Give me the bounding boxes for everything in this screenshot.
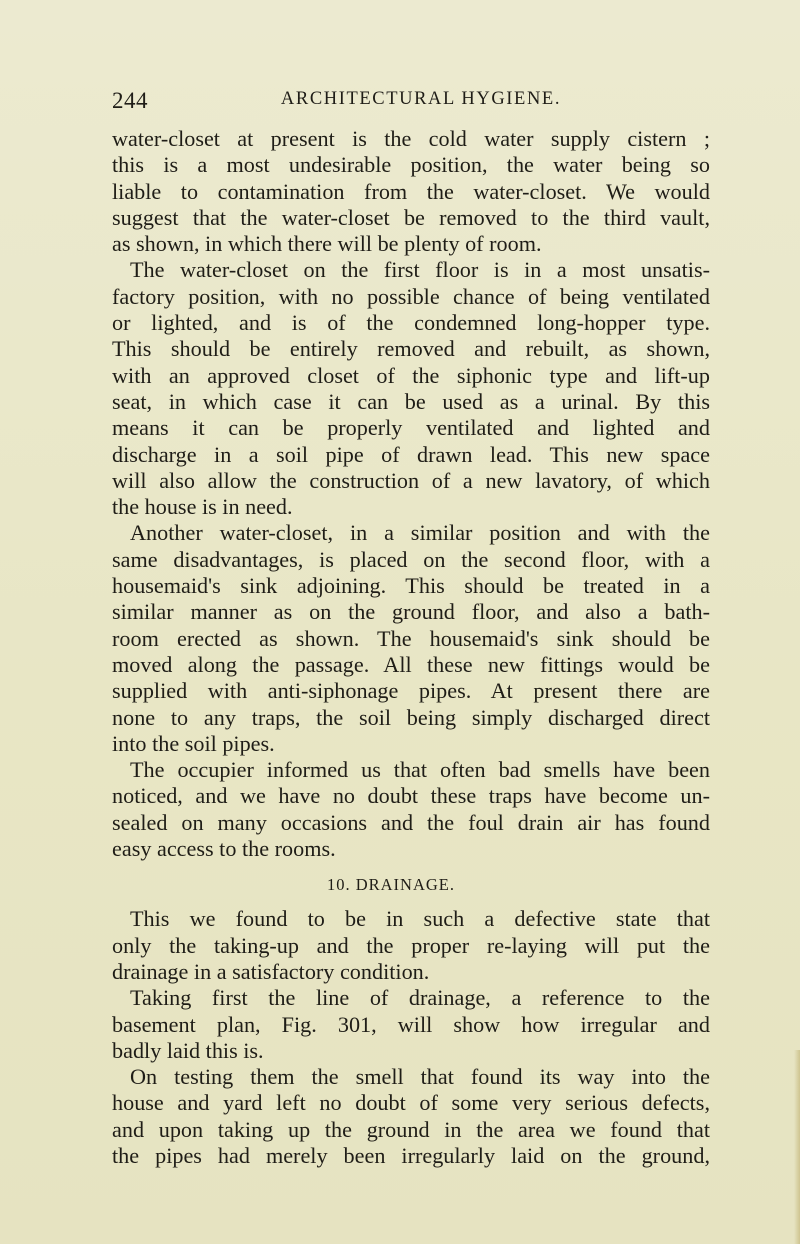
page-number: 244 [112,88,148,113]
text-line: the pipes had merely been irregularly laid on the ground, [112,1142,710,1168]
text-line: badly laid this is. [112,1037,264,1063]
text-line: or lighted, and is of the condemned long-hopper type. [112,310,710,336]
text-line: will also allow the construction of a new lavatory, of which [112,467,710,493]
text-line: The water-closet on the first floor is in a most unsatis- [130,257,710,283]
text-line: noticed, and we have no doubt these traps have become un- [112,783,710,809]
text-line: this is a most undesirable position, the water being so [112,152,710,178]
running-head: ARCHITECTURAL HYGIENE. [280,89,562,109]
text-line: drainage in a satisfactory condition. [112,958,430,984]
text-line: Taking first the line of drainage, a reference to the [130,985,710,1011]
text-line: and upon taking up the ground in the area we found that [112,1116,710,1142]
text-line: room erected as shown. The housemaid's sink should be [112,625,710,651]
text-line: supplied with anti-siphonage pipes. At present there are [112,678,710,704]
text-line: housemaid's sink adjoining. This should be treated in a [112,573,710,599]
text-line: Another water-closet, in a similar position and with the [130,520,710,546]
text-line: The occupier informed us that often bad smells have been [130,757,710,783]
text-line: On testing them the smell that found its way into the [130,1064,710,1090]
text-line: easy access to the rooms. [112,836,336,862]
page-header [112,88,712,114]
text-line: seat, in which case it can be used as a urinal. By this [112,388,710,414]
text-line: moved along the passage. All these new fittings would be [112,651,710,677]
text-line: water-closet at present is the cold water supply cistern ; [112,126,710,151]
text-line: none to any traps, the soil being simply discharged direct [112,704,710,730]
text-line: This we found to be in such a defective state that [130,906,710,932]
text-line: factory position, with no possible chance of being ventilated [112,283,710,309]
text-line: into the soil pipes. [112,730,275,756]
text-line: house and yard left no doubt of some very serious defects, [112,1090,710,1116]
text-line: suggest that the water-closet be removed to the third vault, [112,204,710,230]
text-block-before-heading [112,126,710,862]
text-line: the house is in need. [112,494,293,520]
text-block-after-heading [112,906,710,1169]
page-edge-shadow [794,1050,800,1244]
text-line: similar manner as on the ground floor, and also a bath- [112,599,710,625]
text-line: with an approved closet of the siphonic type and lift-up [112,362,710,388]
text-line: sealed on many occasions and the foul drain air has found [112,809,710,835]
text-line: discharge in a soil pipe of drawn lead. This new space [112,441,710,467]
text-line: same disadvantages, is placed on the second floor, with a [112,546,710,572]
body-text [112,126,710,1169]
section-heading: 10. DRAINAGE. [326,875,456,895]
text-line: means it can be properly ventilated and lighted and [112,415,710,441]
text-line: only the taking-up and the proper re-laying will put the [112,932,710,958]
text-line: This should be entirely removed and rebuilt, as shown, [112,336,710,362]
text-line: as shown, in which there will be plenty of room. [112,231,542,257]
text-line: basement plan, Fig. 301, will show how irregular and [112,1011,710,1037]
text-line: liable to contamination from the water-closet. We would [112,178,710,204]
